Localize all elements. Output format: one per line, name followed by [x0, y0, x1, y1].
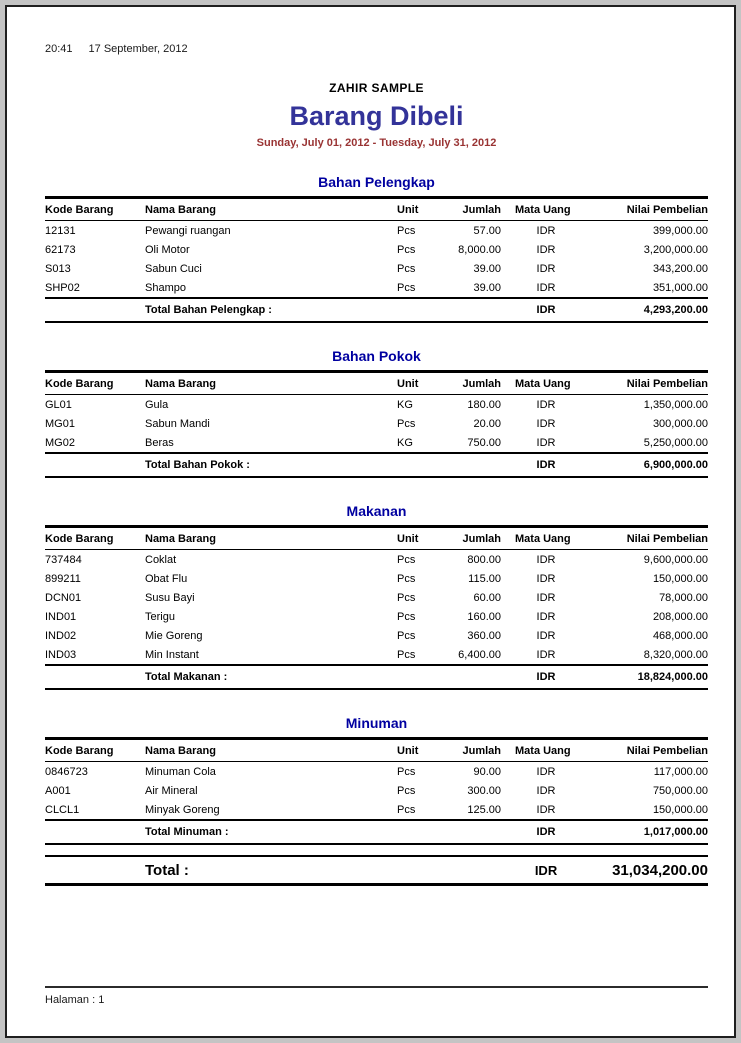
cell: Pcs	[397, 766, 416, 778]
cell: 343,200.00	[652, 263, 708, 275]
table-row	[45, 259, 708, 278]
column-header: Kode Barang	[45, 198, 145, 221]
cell: DCN01	[45, 592, 82, 604]
column-header: Kode Barang	[45, 527, 145, 550]
cell: 300,000.00	[652, 418, 708, 430]
cell: 78,000.00	[659, 592, 708, 604]
cell: Pcs	[397, 649, 416, 661]
section-total-spacer	[45, 298, 145, 322]
cell: 60.00	[473, 592, 501, 604]
column-header: Nama Barang	[145, 739, 397, 762]
items-table	[45, 196, 708, 323]
cell: IDR	[536, 399, 556, 411]
table-row	[45, 569, 708, 588]
report-period: Sunday, July 01, 2012 - Tuesday, July 31, 2012	[256, 137, 497, 149]
cell: Minuman Cola	[145, 766, 216, 778]
cell: Beras	[145, 437, 174, 449]
cell: Terigu	[145, 611, 175, 623]
cell: IDR	[536, 592, 556, 604]
column-header: Jumlah	[441, 372, 501, 395]
cell: IDR	[536, 554, 556, 566]
cell: IDR	[536, 263, 556, 275]
timestamp-time: 20:41	[45, 43, 73, 55]
items-table	[45, 370, 708, 478]
header-row	[45, 527, 708, 550]
cell: Oli Motor	[145, 244, 190, 256]
cell: Pcs	[397, 244, 416, 256]
column-header: Jumlah	[441, 739, 501, 762]
column-header: Mata Uang	[501, 198, 591, 221]
cell: KG	[397, 399, 413, 411]
cell: Pcs	[397, 225, 416, 237]
column-header: Mata Uang	[501, 527, 591, 550]
grand-total-label: Total :	[145, 856, 501, 885]
cell: 150,000.00	[652, 804, 708, 816]
table-row	[45, 645, 708, 665]
cell: Mie Goreng	[145, 630, 203, 642]
section-total-row	[45, 665, 708, 689]
cell: 57.00	[473, 225, 501, 237]
cell: 115.00	[468, 573, 501, 585]
column-header: Mata Uang	[501, 739, 591, 762]
column-header: Nilai Pembelian	[591, 739, 708, 762]
cell: 20.00	[473, 418, 501, 430]
grand-total-currency: IDR	[501, 856, 591, 885]
cell: 62173	[45, 244, 76, 256]
column-header: Nama Barang	[145, 527, 397, 550]
section-total-label: Total Minuman :	[145, 820, 501, 844]
report-section	[45, 715, 708, 845]
cell: Obat Flu	[145, 573, 188, 585]
cell: Gula	[145, 399, 169, 411]
report-section	[45, 174, 708, 323]
items-table	[45, 737, 708, 845]
table-row	[45, 240, 708, 259]
column-header: Nilai Pembelian	[591, 198, 708, 221]
cell: S013	[45, 263, 71, 275]
cell: MG02	[45, 437, 75, 449]
table-row	[45, 395, 708, 415]
cell: Pcs	[397, 554, 416, 566]
section-total-value: 4,293,200.00	[591, 298, 708, 322]
cell: Shampo	[145, 282, 186, 294]
cell: 160.00	[467, 611, 501, 623]
cell: Pcs	[397, 785, 416, 797]
section-total-value: 1,017,000.00	[591, 820, 708, 844]
section-total-currency: IDR	[501, 453, 591, 477]
header-row	[45, 739, 708, 762]
section-title: Minuman	[345, 715, 408, 731]
section-total-currency: IDR	[501, 298, 591, 322]
column-header: Nilai Pembelian	[591, 527, 708, 550]
cell: Min Instant	[145, 649, 199, 661]
section-total-label: Total Bahan Pokok :	[145, 453, 501, 477]
cell: 90.00	[473, 766, 501, 778]
table-row	[45, 800, 708, 820]
column-header: Nama Barang	[145, 372, 397, 395]
cell: 39.00	[473, 282, 501, 294]
column-header: Jumlah	[441, 198, 501, 221]
cell: Pcs	[397, 263, 416, 275]
cell: IDR	[536, 437, 556, 449]
cell: 468,000.00	[652, 630, 708, 642]
cell: IDR	[536, 649, 556, 661]
cell: IDR	[536, 630, 556, 642]
cell: KG	[397, 437, 413, 449]
cell: Pcs	[397, 804, 416, 816]
section-title: Bahan Pelengkap	[318, 174, 435, 190]
table-row	[45, 550, 708, 570]
report-page	[5, 5, 736, 1038]
table-row	[45, 221, 708, 241]
table-row	[45, 278, 708, 298]
cell: 0846723	[45, 766, 88, 778]
column-header: Unit	[397, 372, 441, 395]
cell: 12131	[45, 225, 76, 237]
column-header: Kode Barang	[45, 739, 145, 762]
report-sections	[45, 174, 708, 845]
column-header: Unit	[397, 198, 441, 221]
section-total-value: 6,900,000.00	[591, 453, 708, 477]
cell: IDR	[536, 225, 556, 237]
column-header: Nama Barang	[145, 198, 397, 221]
grand-total-spacer	[45, 856, 145, 885]
page-footer	[45, 986, 708, 1006]
cell: 3,200,000.00	[643, 244, 708, 256]
cell: 39.00	[473, 263, 501, 275]
cell: Coklat	[145, 554, 177, 566]
cell: 8,000.00	[458, 244, 501, 256]
cell: IDR	[536, 282, 556, 294]
column-header: Kode Barang	[45, 372, 145, 395]
cell: 117,000.00	[653, 766, 708, 778]
cell: IDR	[536, 804, 556, 816]
column-header: Unit	[397, 527, 441, 550]
cell: 800.00	[467, 554, 501, 566]
cell: Pewangi ruangan	[145, 225, 231, 237]
column-header: Unit	[397, 739, 441, 762]
table-row	[45, 781, 708, 800]
cell: A001	[45, 785, 71, 797]
table-row	[45, 433, 708, 453]
cell: 208,000.00	[652, 611, 708, 623]
cell: IDR	[536, 785, 556, 797]
cell: Pcs	[397, 630, 416, 642]
items-table	[45, 525, 708, 690]
section-title: Makanan	[346, 503, 407, 519]
cell: 180.00	[467, 399, 501, 411]
cell: Sabun Mandi	[145, 418, 210, 430]
table-row	[45, 414, 708, 433]
table-row	[45, 607, 708, 626]
timestamp-date: 17 September, 2012	[88, 43, 188, 55]
cell: Susu Bayi	[145, 592, 195, 604]
section-total-value: 18,824,000.00	[591, 665, 708, 689]
cell: 351,000.00	[652, 282, 708, 294]
grand-total-value: 31,034,200.00	[591, 856, 708, 885]
cell: IDR	[536, 611, 556, 623]
cell: 6,400.00	[458, 649, 501, 661]
cell: 750,000.00	[652, 785, 708, 797]
cell: 899211	[45, 573, 81, 585]
cell: 8,320,000.00	[643, 649, 708, 661]
cell: GL01	[45, 399, 72, 411]
section-total-row	[45, 820, 708, 844]
cell: 150,000.00	[652, 573, 708, 585]
cell: 360.00	[467, 630, 501, 642]
cell: Pcs	[397, 282, 416, 294]
cell: Pcs	[397, 592, 416, 604]
grand-total-table	[45, 855, 708, 886]
print-timestamp	[45, 7, 708, 55]
section-total-label: Total Makanan :	[145, 665, 501, 689]
table-row	[45, 626, 708, 645]
grand-total-row	[45, 856, 708, 885]
cell: IND02	[45, 630, 77, 642]
report-section	[45, 503, 708, 690]
cell: Minyak Goreng	[145, 804, 220, 816]
cell: IDR	[536, 573, 556, 585]
cell: SHP02	[45, 282, 80, 294]
report-section	[45, 348, 708, 478]
section-total-spacer	[45, 453, 145, 477]
section-total-row	[45, 453, 708, 477]
section-title: Bahan Pokok	[332, 348, 421, 364]
column-header: Jumlah	[441, 527, 501, 550]
cell: 399,000.00	[652, 225, 708, 237]
company-name: ZAHIR SAMPLE	[329, 81, 424, 95]
section-total-row	[45, 298, 708, 322]
header-row	[45, 372, 708, 395]
column-header: Mata Uang	[501, 372, 591, 395]
report-title: Barang Dibeli	[289, 101, 464, 131]
cell: Sabun Cuci	[145, 263, 202, 275]
cell: MG01	[45, 418, 75, 430]
cell: CLCL1	[45, 804, 80, 816]
cell: Pcs	[397, 418, 416, 430]
section-total-spacer	[45, 665, 145, 689]
column-header: Nilai Pembelian	[591, 372, 708, 395]
cell: 5,250,000.00	[643, 437, 708, 449]
cell: Air Mineral	[145, 785, 198, 797]
page-number: Halaman : 1	[45, 994, 105, 1006]
cell: IND03	[45, 649, 77, 661]
table-row	[45, 588, 708, 607]
header-row	[45, 198, 708, 221]
cell: 9,600,000.00	[643, 554, 708, 566]
section-total-spacer	[45, 820, 145, 844]
cell: 300.00	[467, 785, 501, 797]
cell: 737484	[45, 554, 82, 566]
cell: IDR	[536, 244, 556, 256]
table-row	[45, 762, 708, 782]
cell: IDR	[536, 766, 556, 778]
cell: 125.00	[467, 804, 501, 816]
cell: IND01	[45, 611, 77, 623]
cell: IDR	[536, 418, 556, 430]
cell: 1,350,000.00	[643, 399, 708, 411]
section-total-label: Total Bahan Pelengkap :	[145, 298, 501, 322]
cell: Pcs	[397, 611, 416, 623]
section-total-currency: IDR	[501, 665, 591, 689]
section-total-currency: IDR	[501, 820, 591, 844]
cell: 750.00	[467, 437, 501, 449]
cell: Pcs	[397, 573, 416, 585]
